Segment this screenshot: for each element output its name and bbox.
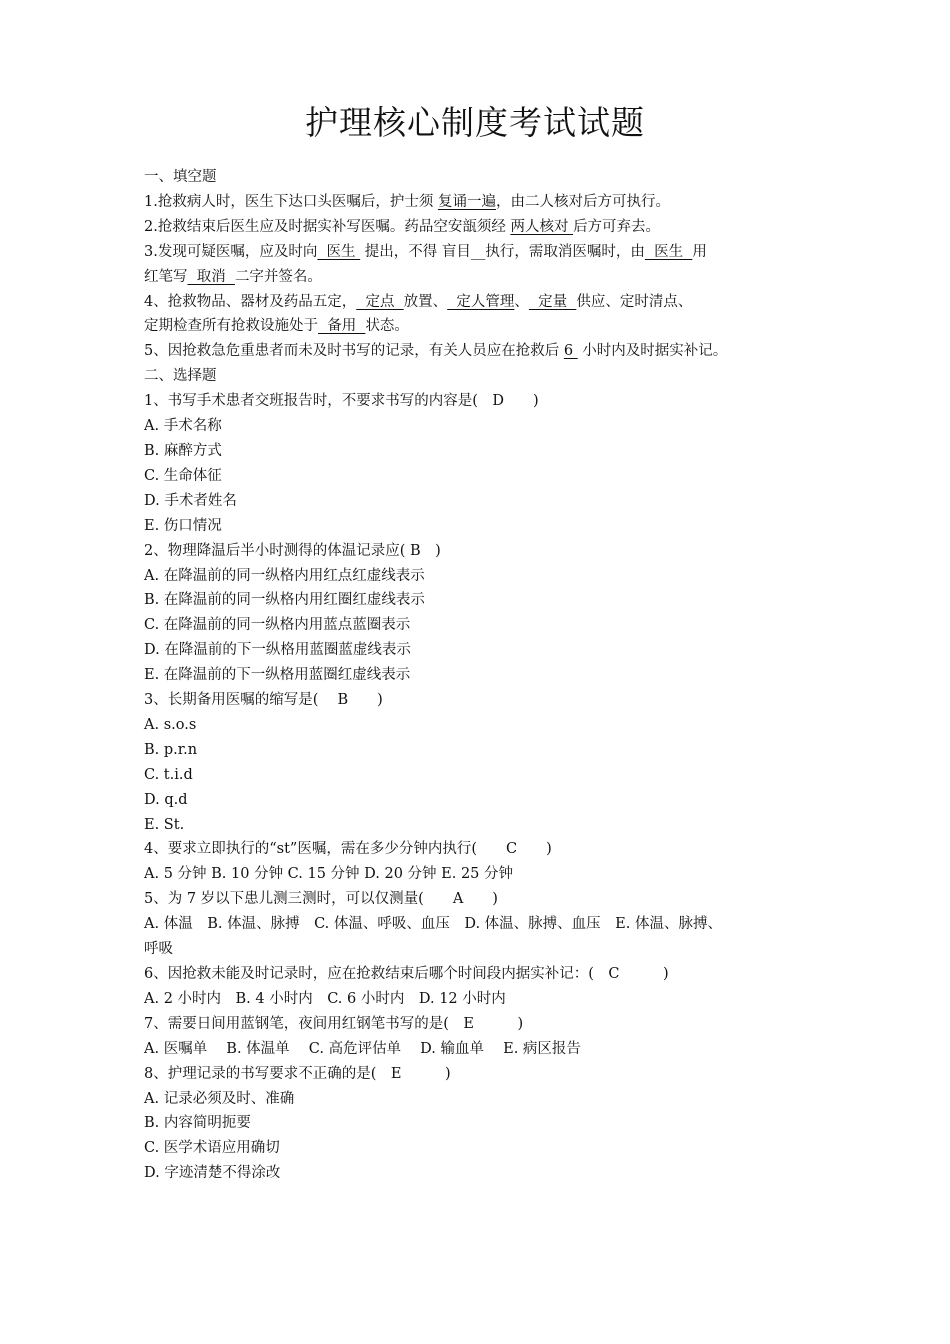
choice-line: 1、书写手术患者交班报告时，不要求书写的内容是( D ) xyxy=(144,393,539,410)
choice-line: C. t.i.d xyxy=(144,766,193,783)
choice-line: A. 在降温前的同一纵格内用红点红虚线表示 xyxy=(144,567,425,584)
fill-question-3 xyxy=(144,240,824,265)
answer-blank: 定人管理 xyxy=(447,293,515,310)
question-text: 、 xyxy=(514,293,529,310)
answer-blank: 备用 xyxy=(318,318,366,335)
choice-line: A. 手术名称 xyxy=(144,418,222,435)
fill-question-1 xyxy=(144,190,824,215)
choice-line: C. 生命体征 xyxy=(144,467,222,484)
question-text: 二字并签名。 xyxy=(234,268,322,285)
page-title: 护理核心制度考试试题 xyxy=(305,103,645,142)
choice-line: B. 内容简明扼要 xyxy=(144,1115,251,1132)
choice-line: A. 记录必须及时、准确 xyxy=(144,1090,295,1107)
question-text: 状态。 xyxy=(365,318,409,335)
choice-line: D. 手术者姓名 xyxy=(144,492,237,509)
question-text: 1.抢救病人时，医生下达口头医嘱后，护士须 xyxy=(144,193,438,210)
question-text: 5、因抢救急危重患者而未及时书写的记录，有关人员应在抢救后 xyxy=(144,343,564,360)
choice-line: A. s.o.s xyxy=(144,716,197,733)
choice-line: C. 在降温前的同一纵格内用蓝点蓝圈表示 xyxy=(144,617,411,634)
choice-line: 4、要求立即执行的“st”医嘱，需在多少分钟内执行( C ) xyxy=(144,841,552,858)
choice-line: D. q.d xyxy=(144,791,188,808)
choice-line: A. 5 分钟 B. 10 分钟 C. 15 分钟 D. 20 分钟 E. 25 分钟 xyxy=(144,866,513,883)
fill-question-2 xyxy=(144,215,824,240)
choice-line: 8、护理记录的书写要求不正确的是( E ) xyxy=(144,1065,451,1082)
answer-blank: 定点 xyxy=(356,293,404,310)
fill-question-3-cont xyxy=(144,265,824,290)
choice-line: C. 医学术语应用确切 xyxy=(144,1140,280,1157)
answer-blank: 两人核对 xyxy=(510,218,574,235)
answer-blank: 取消 xyxy=(187,268,235,285)
choice-line: 呼吸 xyxy=(144,941,173,958)
choice-line: B. 在降温前的同一纵格内用红圈红虚线表示 xyxy=(144,592,425,609)
question-text: 3.发现可疑医嘱，应及时向 xyxy=(144,243,318,260)
section-heading-fill-in: 一、填空题 xyxy=(144,169,217,185)
fill-question-4 xyxy=(144,290,824,315)
question-text: 供应、定时清点、 xyxy=(576,293,693,310)
question-text: 小时内及时据实补记。 xyxy=(577,343,728,360)
choice-line: 6、因抢救未能及时记录时，应在抢救结束后哪个时间段内据实补记：( C ) xyxy=(144,966,669,982)
question-text: ，由二人核对后方可执行。 xyxy=(495,193,670,210)
answer-blank: 复诵一遍 xyxy=(437,193,496,210)
fill-question-5 xyxy=(144,339,824,364)
choice-line: B. 麻醉方式 xyxy=(144,442,222,459)
question-text: 放置、 xyxy=(403,293,448,310)
choice-line: D. 在降温前的下一纵格用蓝圈蓝虚线表示 xyxy=(144,642,411,659)
fill-question-4-cont xyxy=(144,314,824,339)
answer-blank: 定量 xyxy=(528,293,577,310)
choice-line: 5、为 7 岁以下患儿测三测时，可以仅测量( A ) xyxy=(144,891,498,908)
answer-blank: 医生 xyxy=(317,243,361,260)
document-body xyxy=(144,165,824,1186)
choice-line: 7、需要日间用蓝钢笔，夜间用红钢笔书写的是( E ) xyxy=(144,1015,524,1032)
question-text: 红笔写 xyxy=(144,268,188,285)
section-heading-choice: 二、选择题 xyxy=(144,368,217,385)
choice-line: A. 医嘱单 B. 体温单 C. 高危评估单 D. 输血单 E. 病区报告 xyxy=(144,1040,581,1057)
choice-line: A. 体温 B. 体温、脉搏 C. 体温、呼吸、血压 D. 体温、脉搏、血压 E. 体温、脉搏、 xyxy=(144,916,722,933)
choice-line: E. 伤口情况 xyxy=(144,517,222,534)
choice-line: A. 2 小时内 B. 4 小时内 C. 6 小时内 D. 12 小时内 xyxy=(144,990,506,1007)
question-text: 后方可弃去。 xyxy=(573,218,661,235)
choice-line: D. 字迹清楚不得涂改 xyxy=(144,1165,281,1182)
choice-line: E. St. xyxy=(144,816,185,833)
question-text: 定期检查所有抢救设施处于 xyxy=(144,318,318,335)
question-text: 2.抢救结束后医生应及时据实补写医嘱。药品空安瓿须经 xyxy=(144,218,511,235)
choice-line: 3、长期备用医嘱的缩写是( B ) xyxy=(144,692,383,709)
question-text: 用 xyxy=(692,243,707,260)
question-text: 4、抢救物品、器材及药品五定， xyxy=(144,293,357,310)
question-text: 提出，不得 盲目__执行，需取消医嘱时，由 xyxy=(360,243,645,260)
choice-line: 2、物理降温后半小时测得的体温记录应( B ) xyxy=(144,542,441,559)
choice-line: B. p.r.n xyxy=(144,741,198,758)
answer-blank: 6 xyxy=(563,343,578,360)
choice-line: E. 在降温前的下一纵格用蓝圈红虚线表示 xyxy=(144,667,411,684)
answer-blank: 医生 xyxy=(644,243,693,260)
